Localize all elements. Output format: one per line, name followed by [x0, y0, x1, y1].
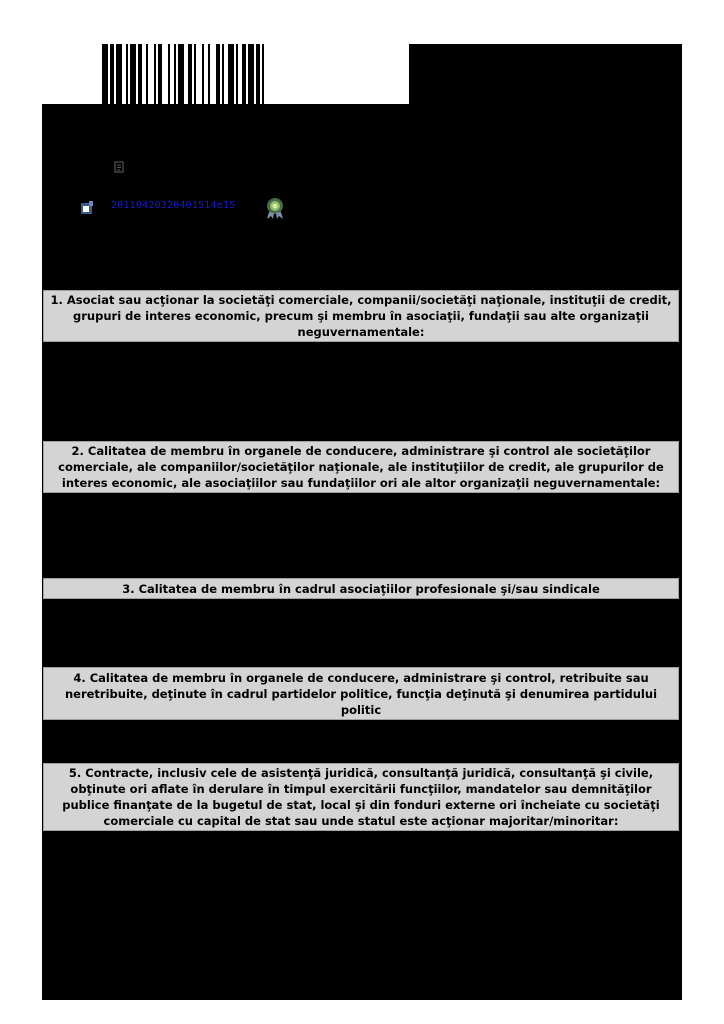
barcode-bar — [116, 44, 122, 104]
barcode-bar — [262, 44, 264, 104]
barcode-bar — [202, 44, 204, 104]
section-5-header — [43, 763, 679, 831]
barcode-bar — [168, 44, 170, 104]
barcode-bar — [242, 44, 246, 104]
section-1-title: 1. Asociat sau acţionar la societăţi comerciale, companii/societăţi naţionale, instituţii de credit, grupuri de interes economic, precum şi membru în asociaţii, fundaţii sau alte organizaţii neguvernamentale: — [50, 293, 672, 339]
barcode-bar — [138, 44, 142, 104]
barcode-bar — [110, 44, 114, 104]
barcode-icon — [42, 44, 409, 104]
barcode-bar — [174, 44, 176, 104]
seal-icon — [264, 196, 286, 224]
barcode-bar — [102, 44, 108, 104]
document-id-code: 20110420320401514e15 — [111, 200, 236, 211]
section-2-header — [43, 441, 679, 493]
barcode-bar — [188, 44, 192, 104]
barcode-bar — [158, 44, 162, 104]
section-4-title: 4. Calitatea de membru în organele de conducere, administrare şi control, retribuite sau neretribuite, deţinute în cadrul partidelor politice, funcţia deţinută şi denumirea partidului politic — [64, 670, 658, 717]
barcode-bar — [216, 44, 220, 104]
section-5-title: 5. Contracte, inclusiv cele de asistenţă juridică, consultanţă juridică, consultanţă şi civile, obţinute ori aflate în derulare în timpul exercitării funcţiilor, mandatelor sau demnităţilor publice finanţate de la bugetul de stat, local şi din fonduri externe ori încheiate cu societăţi comerciale cu capital de stat sau unde statul este acţionar majoritar/minoritar: — [62, 766, 660, 828]
barcode-bar — [126, 44, 128, 104]
barcode-bar — [146, 44, 148, 104]
barcode-bar — [178, 44, 184, 104]
barcode-bar — [194, 44, 196, 104]
section-3-header — [43, 578, 679, 599]
barcode-bar — [228, 44, 234, 104]
section-4-header — [43, 667, 679, 720]
barcode — [42, 44, 409, 104]
barcode-bar — [236, 44, 238, 104]
barcode-bar — [208, 44, 210, 104]
barcode-bar — [248, 44, 254, 104]
document-page — [42, 44, 682, 1000]
section-1-header — [43, 290, 679, 342]
barcode-bar — [130, 44, 136, 104]
signature-icon — [80, 200, 94, 219]
barcode-bar — [256, 44, 260, 104]
barcode-bar — [154, 44, 156, 104]
section-2-title: 2. Calitatea de membru în organele de conducere, administrare şi control ale societăţilor comerciale, ale companiilor/societăţilor naţionale, ale instituţiilor de credit, ale grupurilor de interes economic, ale asociaţiilor sau fundaţiilor ori ale altor organizaţii neguvernamentale: — [58, 444, 664, 490]
document-icon — [114, 158, 124, 177]
barcode-bar — [222, 44, 224, 104]
section-3-title: 3. Calitatea de membru în cadrul asociaţiilor profesionale şi/sau sindicale — [122, 581, 600, 596]
